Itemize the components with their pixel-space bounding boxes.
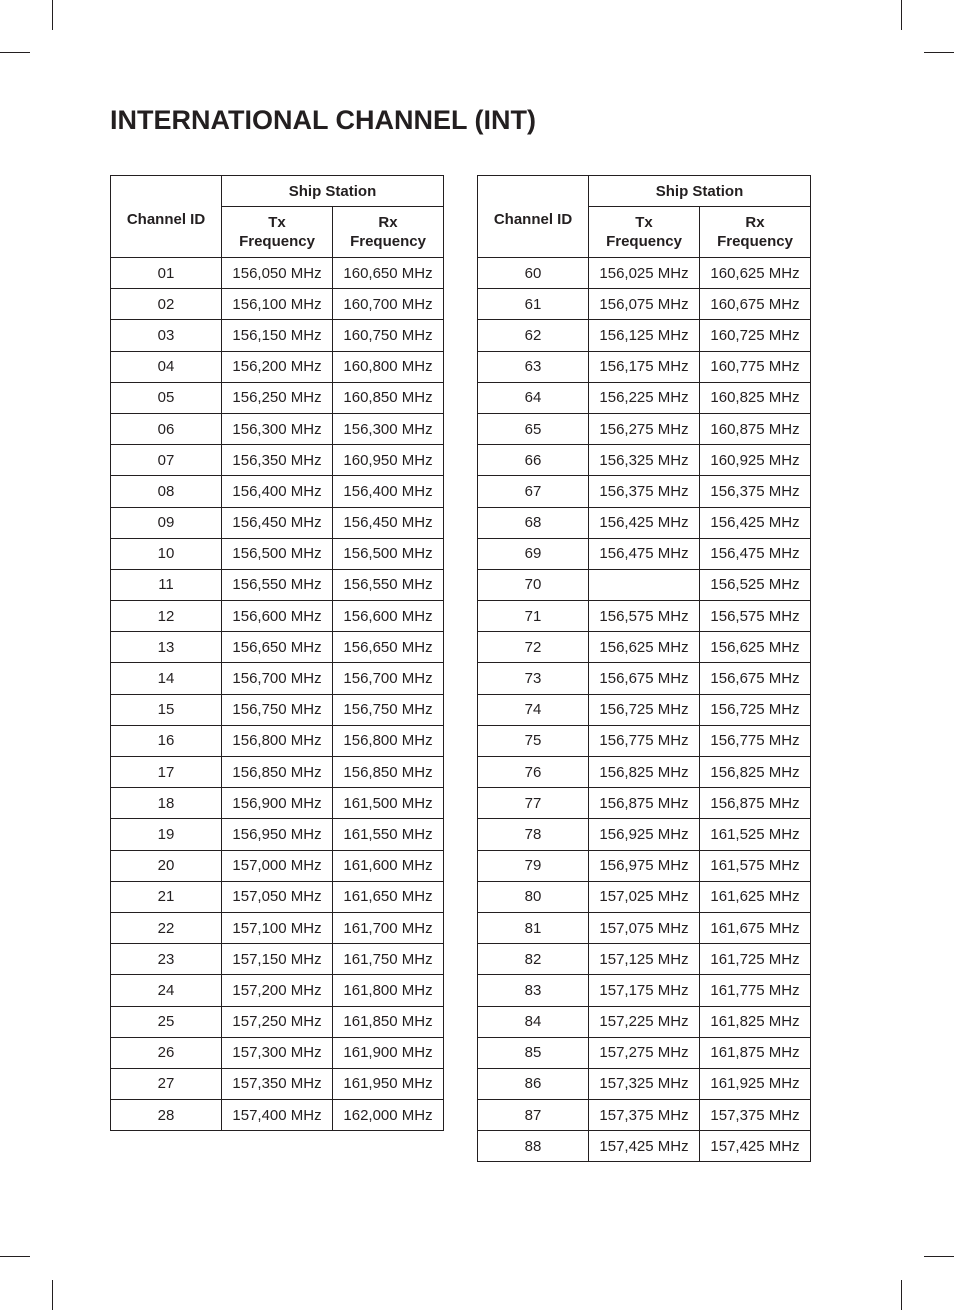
table-row xyxy=(111,445,444,476)
tx-frequency-cell: 156,375 MHz xyxy=(589,476,700,507)
table-row xyxy=(478,1037,811,1068)
table-row xyxy=(111,476,444,507)
table-row xyxy=(111,881,444,912)
tx-frequency-cell: 157,175 MHz xyxy=(589,975,700,1006)
tx-frequency-cell: 156,325 MHz xyxy=(589,445,700,476)
table-row xyxy=(478,850,811,881)
table-row xyxy=(111,413,444,444)
channel-id-cell: 67 xyxy=(478,476,589,507)
rx-frequency-cell: 156,825 MHz xyxy=(700,757,811,788)
table-row xyxy=(478,1068,811,1099)
channel-id-cell: 82 xyxy=(478,944,589,975)
channel-id-cell: 83 xyxy=(478,975,589,1006)
table-row xyxy=(478,413,811,444)
channel-id-cell: 87 xyxy=(478,1100,589,1131)
rx-frequency-cell: 157,425 MHz xyxy=(700,1131,811,1162)
channel-id-header: Channel ID xyxy=(111,176,222,258)
tx-frequency-cell: 156,750 MHz xyxy=(222,694,333,725)
channel-table-right xyxy=(477,175,811,1162)
tx-frequency-cell: 156,225 MHz xyxy=(589,382,700,413)
channel-id-cell: 03 xyxy=(111,320,222,351)
table-row xyxy=(478,569,811,600)
table-body xyxy=(111,258,444,1131)
channel-id-cell: 04 xyxy=(111,351,222,382)
channel-id-cell: 78 xyxy=(478,819,589,850)
rx-frequency-cell: 161,850 MHz xyxy=(333,1006,444,1037)
channel-id-cell: 28 xyxy=(111,1100,222,1131)
table-row xyxy=(478,445,811,476)
table-row xyxy=(478,538,811,569)
rx-frequency-cell: 161,650 MHz xyxy=(333,881,444,912)
tx-frequency-cell: 157,100 MHz xyxy=(222,912,333,943)
rx-frequency-cell: 160,800 MHz xyxy=(333,351,444,382)
table-row xyxy=(111,788,444,819)
rx-frequency-cell: 161,700 MHz xyxy=(333,912,444,943)
channel-id-cell: 69 xyxy=(478,538,589,569)
crop-mark xyxy=(0,1256,30,1257)
table-row xyxy=(478,725,811,756)
channel-id-cell: 23 xyxy=(111,944,222,975)
tx-frequency-cell: 156,675 MHz xyxy=(589,663,700,694)
rx-frequency-cell: 156,625 MHz xyxy=(700,632,811,663)
table-row xyxy=(478,1131,811,1162)
rx-frequency-cell: 161,750 MHz xyxy=(333,944,444,975)
channel-id-cell: 75 xyxy=(478,725,589,756)
rx-frequency-cell: 161,550 MHz xyxy=(333,819,444,850)
tx-frequency-cell: 156,600 MHz xyxy=(222,601,333,632)
tx-frequency-cell: 156,125 MHz xyxy=(589,320,700,351)
table-row xyxy=(111,351,444,382)
channel-id-cell: 16 xyxy=(111,725,222,756)
channel-id-cell: 11 xyxy=(111,569,222,600)
table-row xyxy=(478,1100,811,1131)
table-row xyxy=(478,351,811,382)
rx-frequency-cell: 157,375 MHz xyxy=(700,1100,811,1131)
tx-frequency-cell: 157,000 MHz xyxy=(222,850,333,881)
rx-frequency-cell: 156,500 MHz xyxy=(333,538,444,569)
tx-frequency-cell: 156,575 MHz xyxy=(589,601,700,632)
channel-id-cell: 71 xyxy=(478,601,589,632)
tx-frequency-cell: 157,250 MHz xyxy=(222,1006,333,1037)
tx-frequency-cell: 157,050 MHz xyxy=(222,881,333,912)
rx-frequency-cell: 160,700 MHz xyxy=(333,289,444,320)
rx-frequency-cell: 156,650 MHz xyxy=(333,632,444,663)
channel-table-left xyxy=(110,175,444,1131)
rx-frequency-header: Rx Frequency xyxy=(333,207,444,258)
tx-frequency-cell: 156,175 MHz xyxy=(589,351,700,382)
channel-id-cell: 26 xyxy=(111,1037,222,1068)
rx-frequency-cell: 161,725 MHz xyxy=(700,944,811,975)
table-row xyxy=(478,382,811,413)
rx-frequency-cell: 160,750 MHz xyxy=(333,320,444,351)
tx-frequency-cell: 157,375 MHz xyxy=(589,1100,700,1131)
tx-frequency-cell: 156,800 MHz xyxy=(222,725,333,756)
rx-frequency-cell: 156,525 MHz xyxy=(700,569,811,600)
rx-frequency-cell: 161,775 MHz xyxy=(700,975,811,1006)
table-row xyxy=(478,289,811,320)
table-row xyxy=(111,694,444,725)
channel-id-cell: 74 xyxy=(478,694,589,725)
ship-station-header: Ship Station xyxy=(589,176,811,207)
tx-frequency-cell: 157,425 MHz xyxy=(589,1131,700,1162)
channel-id-cell: 02 xyxy=(111,289,222,320)
rx-frequency-cell: 156,800 MHz xyxy=(333,725,444,756)
channel-id-cell: 20 xyxy=(111,850,222,881)
table-row xyxy=(478,507,811,538)
tx-frequency-cell: 156,075 MHz xyxy=(589,289,700,320)
tx-frequency-cell: 157,125 MHz xyxy=(589,944,700,975)
channel-id-cell: 15 xyxy=(111,694,222,725)
rx-frequency-cell: 160,675 MHz xyxy=(700,289,811,320)
rx-frequency-cell: 161,525 MHz xyxy=(700,819,811,850)
channel-id-cell: 68 xyxy=(478,507,589,538)
table-row xyxy=(478,944,811,975)
table-row xyxy=(478,632,811,663)
tx-frequency-cell: 156,850 MHz xyxy=(222,757,333,788)
table-row xyxy=(111,819,444,850)
table-row xyxy=(111,757,444,788)
channel-id-cell: 18 xyxy=(111,788,222,819)
tx-frequency-cell: 157,025 MHz xyxy=(589,881,700,912)
table-row xyxy=(111,944,444,975)
tx-frequency-cell: 156,875 MHz xyxy=(589,788,700,819)
table-row xyxy=(111,1068,444,1099)
table-row xyxy=(478,258,811,289)
tx-frequency-cell: 156,700 MHz xyxy=(222,663,333,694)
rx-frequency-cell: 161,950 MHz xyxy=(333,1068,444,1099)
tx-frequency-cell: 156,925 MHz xyxy=(589,819,700,850)
channel-id-cell: 27 xyxy=(111,1068,222,1099)
table-row xyxy=(111,507,444,538)
table-row xyxy=(111,912,444,943)
table-row xyxy=(478,694,811,725)
channel-id-cell: 19 xyxy=(111,819,222,850)
channel-id-cell: 10 xyxy=(111,538,222,569)
channel-id-cell: 72 xyxy=(478,632,589,663)
table-row xyxy=(111,1100,444,1131)
rx-frequency-cell: 162,000 MHz xyxy=(333,1100,444,1131)
table-row xyxy=(478,476,811,507)
rx-frequency-cell: 160,850 MHz xyxy=(333,382,444,413)
tx-frequency-cell: 156,275 MHz xyxy=(589,413,700,444)
tx-frequency-cell: 156,425 MHz xyxy=(589,507,700,538)
channel-id-cell: 01 xyxy=(111,258,222,289)
rx-frequency-cell: 160,950 MHz xyxy=(333,445,444,476)
table-row xyxy=(478,320,811,351)
rx-frequency-cell: 161,600 MHz xyxy=(333,850,444,881)
table-row xyxy=(478,1006,811,1037)
channel-id-cell: 25 xyxy=(111,1006,222,1037)
rx-frequency-cell: 156,850 MHz xyxy=(333,757,444,788)
rx-frequency-cell: 161,900 MHz xyxy=(333,1037,444,1068)
channel-id-cell: 70 xyxy=(478,569,589,600)
channel-id-cell: 85 xyxy=(478,1037,589,1068)
tx-frequency-cell: 156,625 MHz xyxy=(589,632,700,663)
channel-id-cell: 06 xyxy=(111,413,222,444)
tx-frequency-cell: 157,325 MHz xyxy=(589,1068,700,1099)
rx-frequency-cell: 161,500 MHz xyxy=(333,788,444,819)
rx-frequency-cell: 156,700 MHz xyxy=(333,663,444,694)
tx-frequency-cell: 157,400 MHz xyxy=(222,1100,333,1131)
rx-frequency-cell: 156,725 MHz xyxy=(700,694,811,725)
tx-frequency-header: Tx Frequency xyxy=(222,207,333,258)
table-row xyxy=(111,1037,444,1068)
rx-frequency-cell: 160,775 MHz xyxy=(700,351,811,382)
tx-frequency-cell: 157,075 MHz xyxy=(589,912,700,943)
crop-mark xyxy=(901,1280,902,1310)
rx-frequency-cell: 161,825 MHz xyxy=(700,1006,811,1037)
table-row xyxy=(111,538,444,569)
channel-id-cell: 65 xyxy=(478,413,589,444)
rx-frequency-cell: 160,925 MHz xyxy=(700,445,811,476)
channel-id-cell: 05 xyxy=(111,382,222,413)
tx-frequency-cell: 156,825 MHz xyxy=(589,757,700,788)
channel-id-cell: 24 xyxy=(111,975,222,1006)
rx-frequency-cell: 156,375 MHz xyxy=(700,476,811,507)
channel-id-header: Channel ID xyxy=(478,176,589,258)
channel-id-cell: 64 xyxy=(478,382,589,413)
tx-frequency-cell: 156,725 MHz xyxy=(589,694,700,725)
tx-frequency-cell: 156,900 MHz xyxy=(222,788,333,819)
tx-frequency-cell: 156,975 MHz xyxy=(589,850,700,881)
channel-id-cell: 79 xyxy=(478,850,589,881)
tx-frequency-cell: 157,225 MHz xyxy=(589,1006,700,1037)
tx-frequency-cell xyxy=(589,569,700,600)
rx-frequency-cell: 161,800 MHz xyxy=(333,975,444,1006)
table-row xyxy=(111,601,444,632)
channel-id-cell: 77 xyxy=(478,788,589,819)
rx-frequency-cell: 161,575 MHz xyxy=(700,850,811,881)
tx-frequency-cell: 156,650 MHz xyxy=(222,632,333,663)
rx-frequency-cell: 160,725 MHz xyxy=(700,320,811,351)
tx-frequency-cell: 157,200 MHz xyxy=(222,975,333,1006)
page-title: INTERNATIONAL CHANNEL (INT) xyxy=(110,105,536,135)
table-row xyxy=(111,1006,444,1037)
table-row xyxy=(111,850,444,881)
table-row xyxy=(478,912,811,943)
rx-frequency-cell: 156,875 MHz xyxy=(700,788,811,819)
channel-id-cell: 84 xyxy=(478,1006,589,1037)
channel-id-cell: 08 xyxy=(111,476,222,507)
table-body xyxy=(478,258,811,1162)
channel-id-cell: 61 xyxy=(478,289,589,320)
table-row xyxy=(111,725,444,756)
ship-station-header: Ship Station xyxy=(222,176,444,207)
channel-id-cell: 66 xyxy=(478,445,589,476)
rx-frequency-cell: 156,775 MHz xyxy=(700,725,811,756)
channel-id-cell: 22 xyxy=(111,912,222,943)
tx-frequency-cell: 156,475 MHz xyxy=(589,538,700,569)
rx-frequency-cell: 160,625 MHz xyxy=(700,258,811,289)
table-row xyxy=(478,757,811,788)
tx-frequency-cell: 156,100 MHz xyxy=(222,289,333,320)
channel-id-cell: 07 xyxy=(111,445,222,476)
table-row xyxy=(111,289,444,320)
table-row xyxy=(478,788,811,819)
tx-frequency-header: Tx Frequency xyxy=(589,207,700,258)
crop-mark xyxy=(0,52,30,53)
rx-frequency-cell: 161,875 MHz xyxy=(700,1037,811,1068)
tx-frequency-cell: 156,025 MHz xyxy=(589,258,700,289)
tx-frequency-cell: 157,350 MHz xyxy=(222,1068,333,1099)
table-row xyxy=(111,320,444,351)
rx-frequency-cell: 156,600 MHz xyxy=(333,601,444,632)
table-row xyxy=(111,569,444,600)
table-row xyxy=(111,975,444,1006)
channel-id-cell: 81 xyxy=(478,912,589,943)
rx-frequency-cell: 160,875 MHz xyxy=(700,413,811,444)
table-row xyxy=(478,975,811,1006)
channel-id-cell: 21 xyxy=(111,881,222,912)
channel-id-cell: 17 xyxy=(111,757,222,788)
table-row xyxy=(478,819,811,850)
tx-frequency-cell: 156,775 MHz xyxy=(589,725,700,756)
tx-frequency-cell: 157,300 MHz xyxy=(222,1037,333,1068)
rx-frequency-cell: 156,675 MHz xyxy=(700,663,811,694)
rx-frequency-cell: 156,750 MHz xyxy=(333,694,444,725)
tx-frequency-cell: 156,200 MHz xyxy=(222,351,333,382)
rx-frequency-cell: 161,925 MHz xyxy=(700,1068,811,1099)
table-row xyxy=(478,663,811,694)
tx-frequency-cell: 157,150 MHz xyxy=(222,944,333,975)
channel-id-cell: 13 xyxy=(111,632,222,663)
rx-frequency-cell: 161,625 MHz xyxy=(700,881,811,912)
rx-frequency-cell: 156,450 MHz xyxy=(333,507,444,538)
channel-id-cell: 86 xyxy=(478,1068,589,1099)
rx-frequency-cell: 156,400 MHz xyxy=(333,476,444,507)
tx-frequency-cell: 157,275 MHz xyxy=(589,1037,700,1068)
tx-frequency-cell: 156,550 MHz xyxy=(222,569,333,600)
table-row xyxy=(478,881,811,912)
tx-frequency-cell: 156,950 MHz xyxy=(222,819,333,850)
channel-id-cell: 60 xyxy=(478,258,589,289)
channel-id-cell: 14 xyxy=(111,663,222,694)
channel-id-cell: 62 xyxy=(478,320,589,351)
crop-mark xyxy=(901,0,902,30)
channel-id-cell: 80 xyxy=(478,881,589,912)
channel-id-cell: 09 xyxy=(111,507,222,538)
tx-frequency-cell: 156,150 MHz xyxy=(222,320,333,351)
channel-id-cell: 63 xyxy=(478,351,589,382)
table-row xyxy=(111,663,444,694)
table-row xyxy=(478,601,811,632)
table-row xyxy=(111,258,444,289)
table-row xyxy=(111,632,444,663)
rx-frequency-cell: 160,825 MHz xyxy=(700,382,811,413)
rx-frequency-cell: 156,575 MHz xyxy=(700,601,811,632)
channel-id-cell: 88 xyxy=(478,1131,589,1162)
channel-id-cell: 12 xyxy=(111,601,222,632)
tx-frequency-cell: 156,350 MHz xyxy=(222,445,333,476)
crop-mark xyxy=(924,1256,954,1257)
crop-mark xyxy=(52,0,53,30)
crop-mark xyxy=(924,52,954,53)
rx-frequency-cell: 156,475 MHz xyxy=(700,538,811,569)
table-row xyxy=(111,382,444,413)
tx-frequency-cell: 156,500 MHz xyxy=(222,538,333,569)
channel-id-cell: 76 xyxy=(478,757,589,788)
rx-frequency-cell: 156,425 MHz xyxy=(700,507,811,538)
tx-frequency-cell: 156,250 MHz xyxy=(222,382,333,413)
rx-frequency-cell: 156,550 MHz xyxy=(333,569,444,600)
tx-frequency-cell: 156,400 MHz xyxy=(222,476,333,507)
rx-frequency-cell: 160,650 MHz xyxy=(333,258,444,289)
channel-id-cell: 73 xyxy=(478,663,589,694)
tx-frequency-cell: 156,050 MHz xyxy=(222,258,333,289)
crop-mark xyxy=(52,1280,53,1310)
tx-frequency-cell: 156,450 MHz xyxy=(222,507,333,538)
tx-frequency-cell: 156,300 MHz xyxy=(222,413,333,444)
rx-frequency-cell: 156,300 MHz xyxy=(333,413,444,444)
rx-frequency-cell: 161,675 MHz xyxy=(700,912,811,943)
rx-frequency-header: Rx Frequency xyxy=(700,207,811,258)
